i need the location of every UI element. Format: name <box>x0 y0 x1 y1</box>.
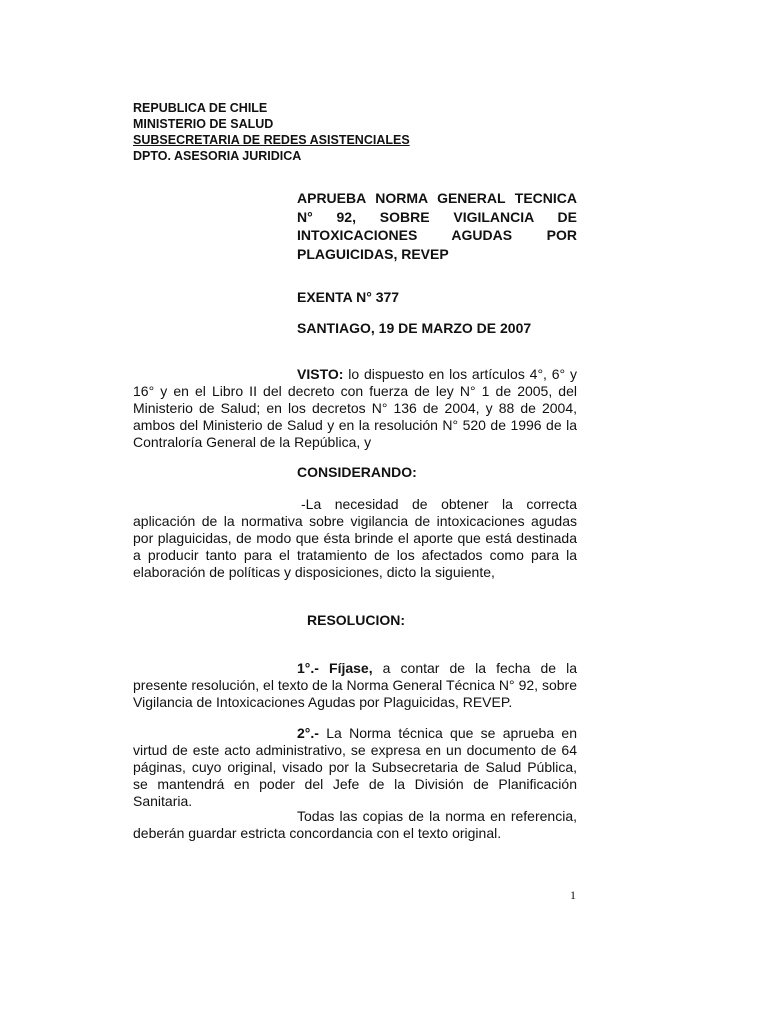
item-2-label: 2°.- <box>297 725 319 741</box>
resolution-item-1 <box>133 660 577 711</box>
resolution-item-2 <box>133 725 577 810</box>
visto-paragraph <box>133 366 577 451</box>
header-subsecretaria: SUBSECRETARIA DE REDES ASISTENCIALES <box>133 133 410 147</box>
header-republica: REPUBLICA DE CHILE <box>133 101 268 115</box>
page-number: 1 <box>570 888 576 902</box>
item-1-text: a contar de la fecha de la presente resolución, el texto de la Norma General Técnica N° 92, sobre Vigilancia de Intoxicaciones Agudas por Plaguicidas, REVEP. <box>133 660 578 710</box>
item-1-label: 1°.- Fíjase, <box>297 660 373 676</box>
document-title: APRUEBA NORMA GENERAL TECNICA N° 92, SOBRE VIGILANCIA DE INTOXICACIONES AGUDAS POR PLAGUICIDAS, REVEP <box>297 190 577 262</box>
exenta-number: EXENTA N° 377 <box>297 289 400 305</box>
considerando-paragraph: -La necesidad de obtener la correcta aplicación de la normativa sobre vigilancia de intoxicaciones agudas por plaguicidas, de modo que ésta brinde el aporte que está destinada a producir tanto para el tratamiento de los afectados como para la elaboración de políticas y disposiciones, dicto la siguiente, <box>133 496 577 580</box>
considerando-heading: CONSIDERANDO: <box>297 464 417 480</box>
resolution-item-3 <box>133 808 577 842</box>
resolucion-heading: RESOLUCION: <box>307 612 405 628</box>
item-3-text: Todas las copias de la norma en referencia, deberán guardar estricta concordancia con el texto original. <box>133 808 577 841</box>
visto-label: VISTO: <box>297 366 344 382</box>
header-departamento: DPTO. ASESORIA JURIDICA <box>133 149 302 163</box>
header-ministerio: MINISTERIO DE SALUD <box>133 117 274 131</box>
place-and-date: SANTIAGO, 19 DE MARZO DE 2007 <box>297 320 532 336</box>
item-2-text: La Norma técnica que se aprueba en virtud de este acto administrativo, se expresa en un documento de 64 páginas, cuyo original, visado por la Subsecretaria de Salud Pública, se mantendrá en poder del Jefe de la División de Planificación Sanitaria. <box>133 725 577 809</box>
visto-text: lo dispuesto en los artículos 4°, 6° y 16° y en el Libro II del decreto con fuerza de ley N° 1 de 2005, del Ministerio de Salud; en los decretos N° 136 de 2004, y 88 de 2004, ambos del Ministerio de Salud y en la resolución N° 520 de 1996 de la Contraloría General de la República, y <box>133 366 577 450</box>
